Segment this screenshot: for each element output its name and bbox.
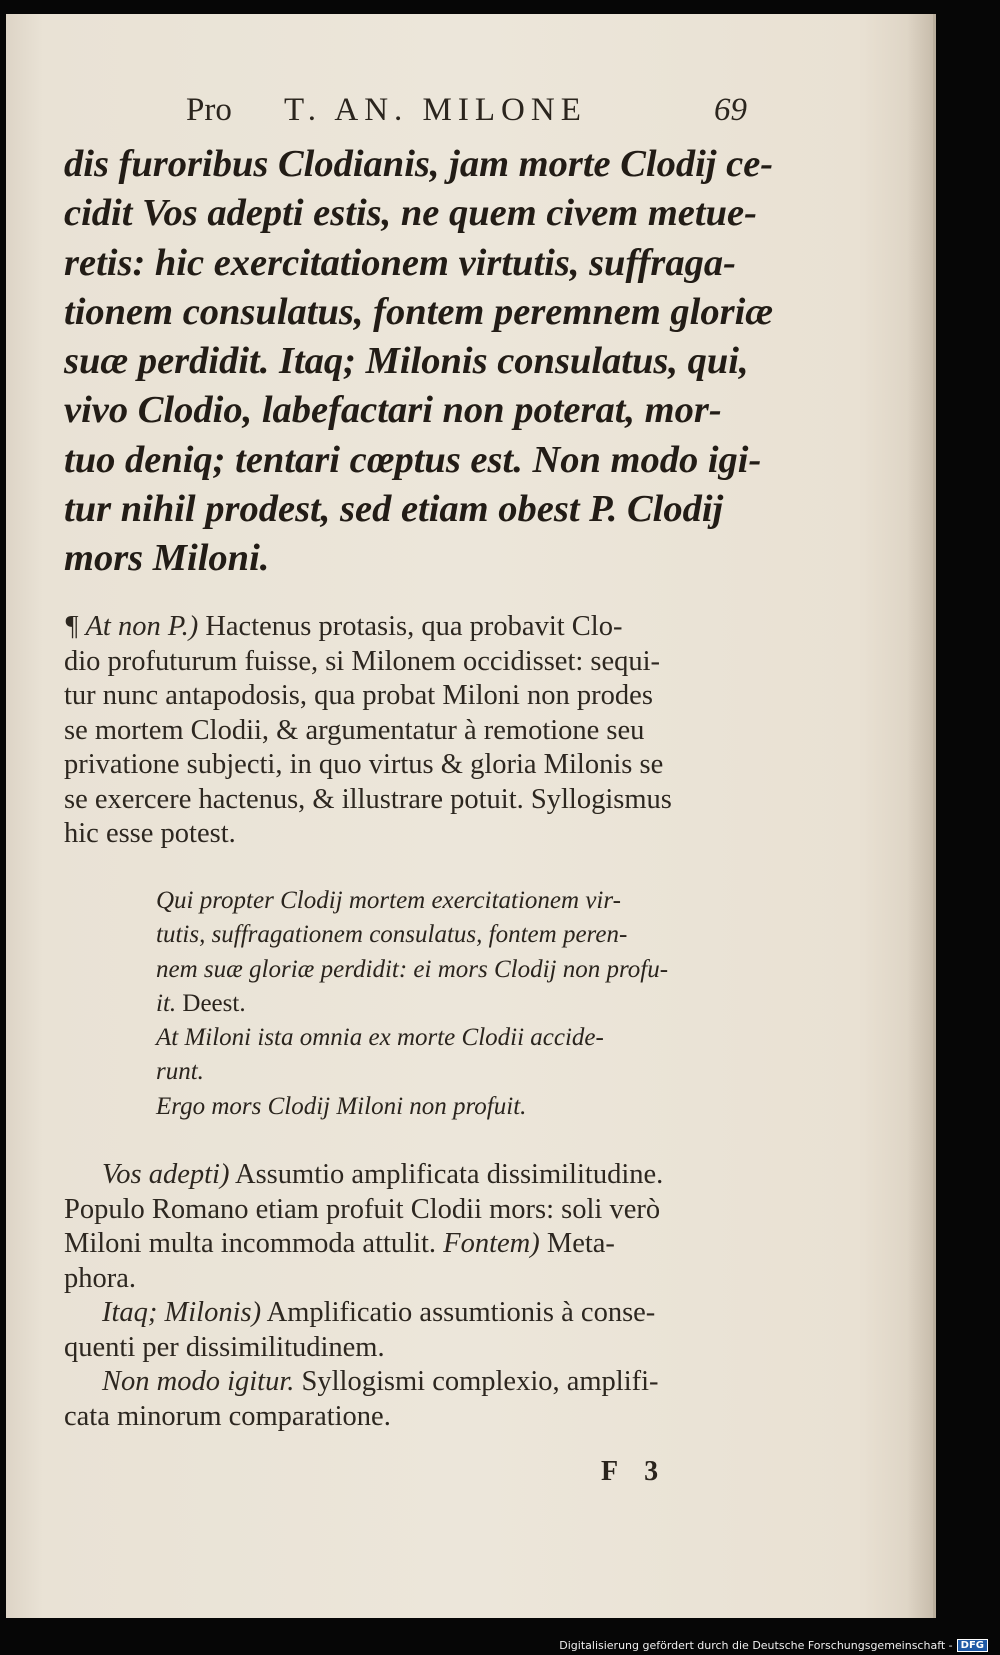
commentary-line: cata minorum comparatione. (64, 1400, 391, 1432)
syllogism-major-line: nem suæ gloriæ perdidit: ei mors Clodij non profu- (156, 955, 669, 983)
commentary-line: Populo Romano etiam profuit Clodii mors: soli verò (64, 1193, 661, 1225)
page-edge-shadow (907, 14, 933, 1618)
oration-line: cidit Vos adepti estis, ne quem civem metue- (64, 192, 757, 235)
running-head-title: T. AN. MILONE (284, 92, 587, 128)
oration-line: tionem consulatus, fontem peremnem gloriæ (64, 290, 774, 333)
commentary-lemma: Itaq; Milonis) (102, 1297, 262, 1328)
commentary-line (64, 610, 784, 645)
signature-mark: F 3 (601, 1456, 669, 1487)
oration-line: mors Miloni. (64, 537, 270, 580)
commentary-line: phora. (64, 1262, 137, 1294)
syllogism-conclusion: Ergo mors Clodij Miloni non profuit. (156, 1092, 527, 1120)
commentary-text: Hactenus protasis, qua probavit Clo- (198, 611, 623, 642)
commentary-lemma: Non modo igitur. (102, 1366, 295, 1397)
commentary-line: se exercere hactenus, & illustrare potuit. Syllogismus (64, 783, 672, 815)
commentary-block-itaq-milonis (64, 1296, 784, 1365)
oration-line: vivo Clodio, labefactari non poterat, mor- (64, 389, 722, 432)
syllogism-minor-line: At Miloni ista omnia ex morte Clodii accide- (156, 1024, 604, 1052)
book-page (6, 14, 936, 1618)
footer-text: Digitalisierung gefördert durch die Deutsche Forschungsgemeinschaft - (559, 1639, 953, 1652)
commentary-line (64, 1365, 784, 1400)
commentary-text: Assumtio amplificata dissimilitudine. (229, 1159, 664, 1190)
oration-text-block (64, 140, 784, 584)
digitization-footer (559, 1639, 988, 1652)
syllogism-block (156, 884, 786, 1124)
syllogism-major-end: it. (156, 989, 177, 1017)
commentary-text: Miloni multa incommoda attulit. (64, 1228, 444, 1259)
syllogism-major-line: Qui propter Clodij mortem exercitationem vir- (156, 887, 621, 914)
oration-line: tuo deniq; tentari cœptus est. Non modo igi- (64, 438, 762, 481)
oration-line: dis furoribus Clodianis, jam morte Clodij ce- (64, 143, 774, 185)
commentary-lemma: ¶ At non P.) (64, 611, 199, 642)
commentary-block-at-non (64, 610, 784, 852)
oration-line: suæ perdidit. Itaq; Milonis consulatus, qui, (64, 340, 749, 383)
commentary-line (64, 1227, 784, 1262)
commentary-line: hic esse potest. (64, 818, 236, 849)
commentary-line: privatione subjecti, in quo virtus & gloria Milonis se (64, 749, 664, 780)
commentary-text: Amplificatio assumtionis à conse- (261, 1297, 656, 1328)
running-head-prefix: Pro (186, 92, 232, 128)
commentary-lemma: Fontem) (443, 1228, 540, 1259)
dfg-logo: DFG (957, 1639, 988, 1652)
commentary-line: tur nunc antapodosis, qua probat Miloni non prodes (64, 680, 653, 711)
syllogism-minor-line: runt. (156, 1058, 204, 1086)
commentary-line (64, 1158, 784, 1193)
commentary-line: quenti per dissimilitudinem. (64, 1331, 385, 1363)
syllogism-major-line: tutis, suffragationem consulatus, fontem peren- (156, 921, 628, 949)
commentary-lemma: Vos adepti) (102, 1159, 230, 1190)
oration-line: retis: hic exercitationem virtutis, suffraga- (64, 241, 736, 284)
commentary-line (64, 1296, 784, 1331)
syllogism-major-line (156, 987, 786, 1021)
syllogism-deest: Deest. (176, 989, 246, 1017)
commentary-block-vos-adepti (64, 1158, 784, 1296)
commentary-line: se mortem Clodii, & argumentatur à remotione seu (64, 714, 645, 746)
oration-line: tur nihil prodest, sed etiam obest P. Clodij (64, 488, 724, 531)
commentary-text: Meta- (539, 1228, 615, 1259)
page-number: 69 (714, 92, 747, 128)
commentary-block-non-modo (64, 1365, 784, 1434)
commentary-line: dio profuturum fuisse, si Milonem occidisset: sequi- (64, 645, 661, 677)
commentary-text: Syllogismi complexio, amplifi- (294, 1366, 659, 1397)
